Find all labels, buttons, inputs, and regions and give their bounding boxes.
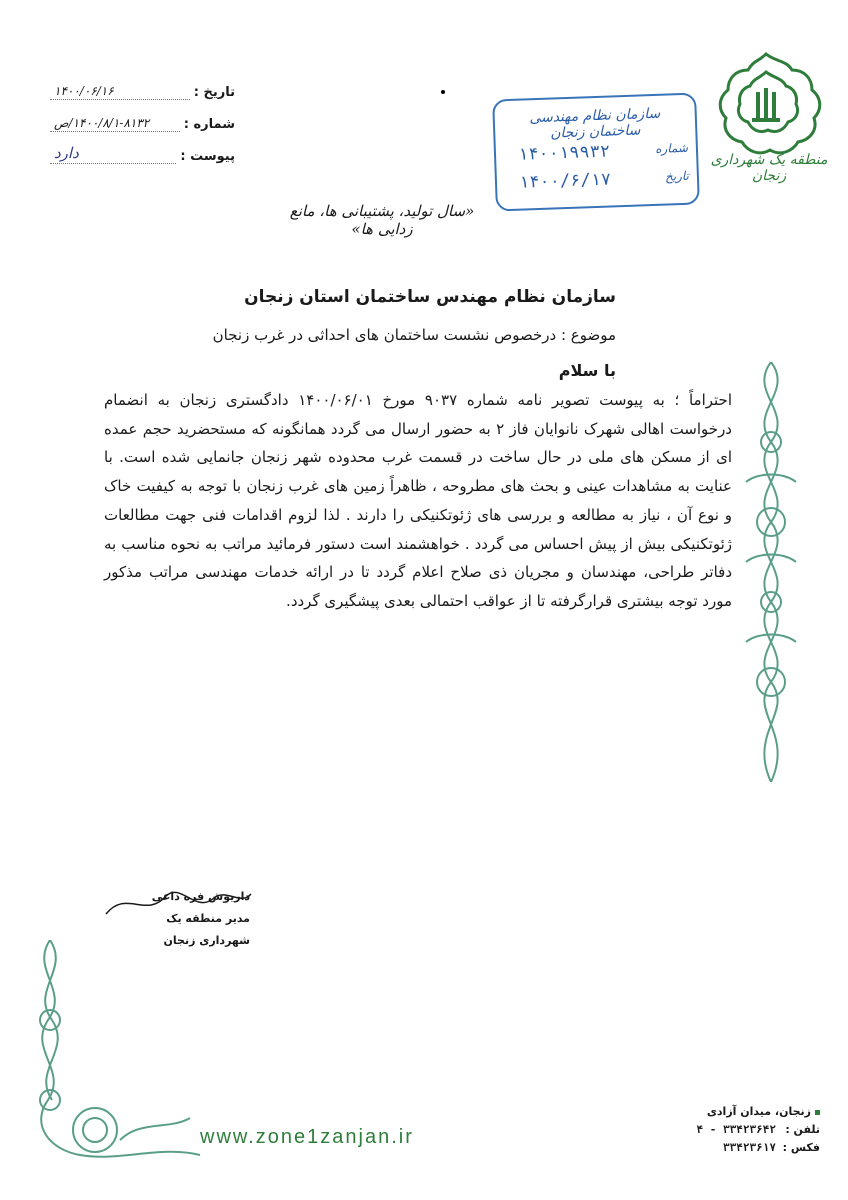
stamp-title: سازمان نظام مهندسی ساختمان زنجان [529, 105, 661, 142]
date-label: تاریخ : [193, 85, 235, 100]
signatory-name: داریوش فره داعی [151, 890, 250, 903]
date-field [50, 78, 235, 100]
ink-dot [441, 90, 445, 94]
date-value: ۱۴۰۰/۰۶/۱۶ [54, 84, 114, 98]
decorative-border-ornament-icon [738, 362, 804, 782]
attachment-field [50, 142, 235, 164]
year-motto: «سال تولید، پشتیبانی ها، مانع زدایی ها» [289, 202, 475, 238]
number-value: ۱۴۰۰/۸/۱-۸۱۳۲/ص [54, 116, 150, 130]
phone-label: تلفن : [785, 1123, 820, 1136]
signatory-title: مدیر منطقه یک [166, 912, 250, 925]
stamp-date-value: ۱۴۰۰/۶/۱۷ [518, 169, 612, 193]
salutation: با سلام [558, 361, 616, 380]
letter-body: احتراماً ؛ به پیوست تصویر نامه شماره ۹۰۳۷ مورخ ۱۴۰۰/۰۶/۰۱ دادگستری زنجان به انضمام درخواست اهالی شهرک نانوایان فاز ۲ به حضور ارسال می گردد همانگونه که مستحضرید حجم عمده ای از مسکن های ملی در حال ساخت در قسمت غرب محدوده شهر زنجان جانمایی شده است. با عنایت به مشاهدات عینی و بحث های مطروحه ، ظاهراً زمین های غرب زنجان با توجه به کیفیت خاک و نوع آن ، نیاز به مطالعه و بررسی های ژئوتکنیکی را دارند . لذا لزوم اقدامات فنی جهت مطالعات ژئوتکنیکی بیش از پیش احساس می گردد . خواهشمند است دستور فرمائید مراتب به نحوه مناسب به دفاتر طراحی، مهندسان و مجریان ذی صلاح اعلام گردد تا در ارائه خدمات مهندسی مراتب مذکور مورد توجه بیشتری قرارگرفته تا از عواقب احتمالی بعدی پیشگیری گردد. [104, 391, 732, 610]
website-link[interactable]: www.zone1zanjan.ir [200, 1126, 414, 1148]
stamp-number-value: ۱۴۰۰۱۹۹۳۲ [517, 141, 611, 165]
contact-info [630, 1103, 820, 1157]
stamp-number-label: شماره [654, 140, 689, 156]
stamp-date-label: تاریخ [664, 168, 690, 184]
recipient: سازمان نظام مهندس ساختمان استان زنجان [244, 287, 616, 307]
corner-ornament-icon [20, 940, 210, 1180]
fax-label: فکس : [782, 1141, 820, 1154]
number-label: شماره : [183, 117, 235, 132]
number-field [50, 110, 235, 132]
subject-line: موضوع : درخصوص نشست ساختمان های احداثی در غرب زنجان [212, 326, 616, 344]
signatory-org: شهرداری زنجان [163, 934, 250, 947]
address: زنجان، میدان آزادی [706, 1105, 811, 1118]
bullet-icon [815, 1110, 820, 1115]
emblem-caption: منطقه یک شهرداری زنجان [710, 152, 828, 184]
fax-value: ۳۳۴۲۳۶۱۷ [723, 1141, 776, 1154]
phone-value: ۳۳۴۲۳۶۴۲ - ۴ [696, 1123, 776, 1136]
received-stamp [492, 92, 700, 211]
attachment-label: پیوست : [180, 149, 235, 164]
attachment-value: دارد [54, 144, 79, 162]
